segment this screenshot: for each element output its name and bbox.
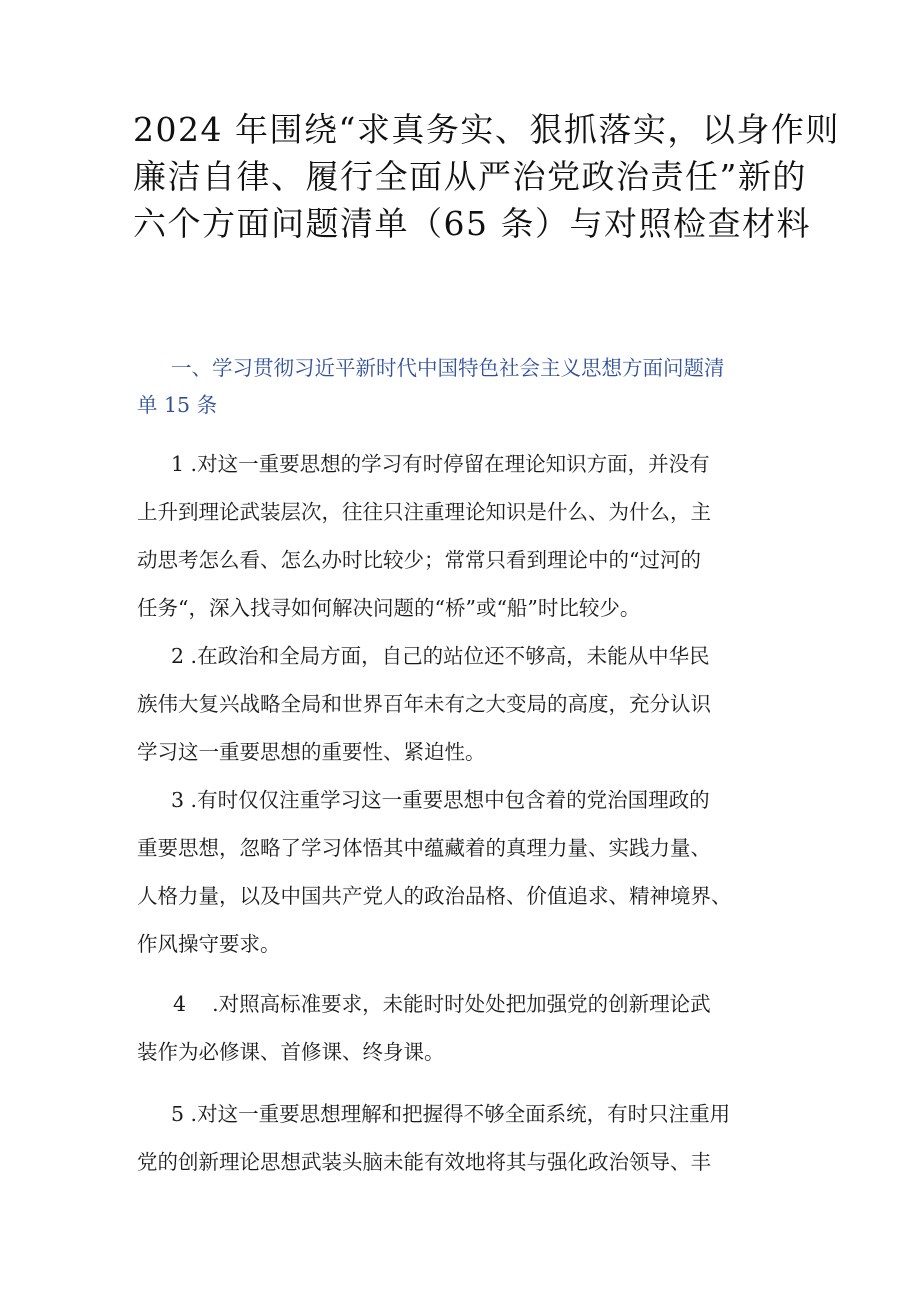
paragraph-line: 作风操守要求。 <box>137 932 281 956</box>
list-item <box>137 440 807 632</box>
paragraph-line: 学习这一重要思想的重要性、紧迫性。 <box>137 740 486 764</box>
paragraph-line: 族伟大复兴战略全局和世界百年未有之大变局的高度，充分认识 <box>137 692 711 716</box>
paragraph-line: 动思考怎么看、怎么办时比较少；常常只看到理论中的“过河的 <box>137 548 701 572</box>
document-title <box>133 106 840 247</box>
paragraph-line: 任务“，深入找寻如何解决问题的“桥”或“船”时比较少。 <box>137 596 641 620</box>
title-line: 2024 年围绕“求真务实、狠抓落实，以身作则 <box>133 110 840 149</box>
list-item <box>137 776 807 968</box>
paragraph-line: 2 .在政治和全局方面，自己的站位还不够高，未能从中华民 <box>171 644 710 668</box>
title-line: 廉洁自律、履行全面从严治党政治责任”新的 <box>133 157 807 196</box>
list-item <box>137 632 807 776</box>
list-item <box>137 1090 807 1186</box>
paragraph-line: 人格力量，以及中国共产党人的政治品格、价值追求、精神境界、 <box>137 884 732 908</box>
paragraph-line: 重要思想，忽略了学习体悟其中蕴藏着的真理力量、实践力量、 <box>137 836 711 860</box>
section-heading <box>137 350 807 424</box>
section-heading-line: 单 15 条 <box>137 393 218 417</box>
section-heading-line: 一、学习贯彻习近平新时代中国特色社会主义思想方面问题清 <box>171 356 725 380</box>
paragraph-line: 3 .有时仅仅注重学习这一重要思想中包含着的党治国理政的 <box>171 788 710 812</box>
paragraph-line: 5 .对这一重要思想理解和把握得不够全面系统，有时只注重用 <box>171 1102 731 1126</box>
paragraph-line: 装作为必修课、首修课、终身课。 <box>137 1040 445 1064</box>
paragraph-line: 党的创新理论思想武装头脑未能有效地将其与强化政治领导、丰 <box>137 1150 711 1174</box>
title-line: 六个方面问题清单（65 条）与对照检查材料 <box>133 204 811 243</box>
paragraph-line: 4 .对照高标准要求，未能时时处处把加强党的创新理论武 <box>173 992 711 1016</box>
paragraph-line: 上升到理论武装层次，往往只注重理论知识是什么、为什么，主 <box>137 500 711 524</box>
list-item <box>137 980 807 1076</box>
paragraph-line: 1 .对这一重要思想的学习有时停留在理论知识方面，并没有 <box>171 452 710 476</box>
